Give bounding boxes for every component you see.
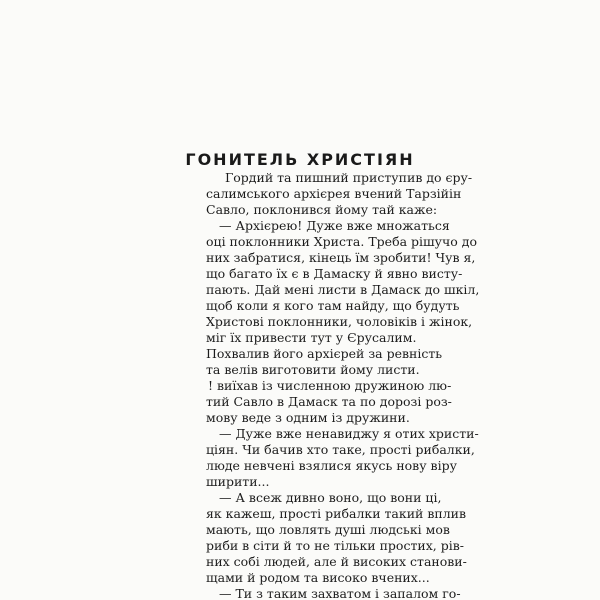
text-line: як кажеш, прості рибалки такий вплив — [206, 506, 467, 521]
text-line: тий Савло в Дамаск та по дорозі роз- — [206, 394, 452, 409]
text-line: Христові поклонники, чоловіків і жінок, — [206, 314, 473, 329]
text-line: міг їх привести тут у Єрусалим. — [206, 330, 417, 345]
text-line: пають. Дай мені листи в Дамаск до шкіл, — [206, 282, 480, 297]
text-line: мають, що ловлять душі людські мов — [206, 522, 450, 537]
text-line: що багато їх є в Дамаску й явно висту- — [206, 266, 463, 281]
text-line: ширити... — [206, 474, 270, 489]
text-line: оці поклонники Христа. Треба рішучо до — [206, 234, 477, 249]
text-line: мову веде з одним із дружини. — [206, 410, 410, 425]
text-line: риби в сіти й то не тільки простих, рів- — [206, 538, 464, 553]
text-line: щоб коли я кого там найду, що будуть — [206, 298, 460, 313]
text-line: салимського архієрея вчений Тарзійін — [206, 186, 462, 201]
text-line: них забратися, кінець їм зробити! Чув я, — [206, 250, 476, 265]
text-line: та велів виготовити йому листи. — [206, 362, 420, 377]
text-line: ! виїхав із численною дружиною лю- — [208, 378, 452, 393]
text-line: Похвалив його архієрей за ревність — [206, 346, 443, 361]
text-line: — Ти з таким захватом і запалом го- — [219, 586, 461, 600]
text-line: люде невчені взялися якусь нову віру — [206, 458, 457, 473]
text-line: — Архієрею! Дуже вже множаться — [219, 218, 450, 233]
text-line: — Дуже вже ненавиджу я отих христи- — [219, 426, 479, 441]
text-line: — А всеж дивно воно, що вони ці, — [219, 490, 442, 505]
text-line: Гордий та пишний приступив до єру- — [225, 170, 473, 185]
text-line: щами й родом та високо вчених... — [206, 570, 430, 585]
chapter-title: ГОНИТЕЛЬ ХРИСТІЯН — [185, 150, 415, 169]
text-line: них собі людей, але й високих станови- — [206, 554, 467, 569]
text-line: Савло, поклонився йому тай каже: — [206, 202, 438, 217]
text-line: ціян. Чи бачив хто таке, прості рибалки, — [206, 442, 475, 457]
